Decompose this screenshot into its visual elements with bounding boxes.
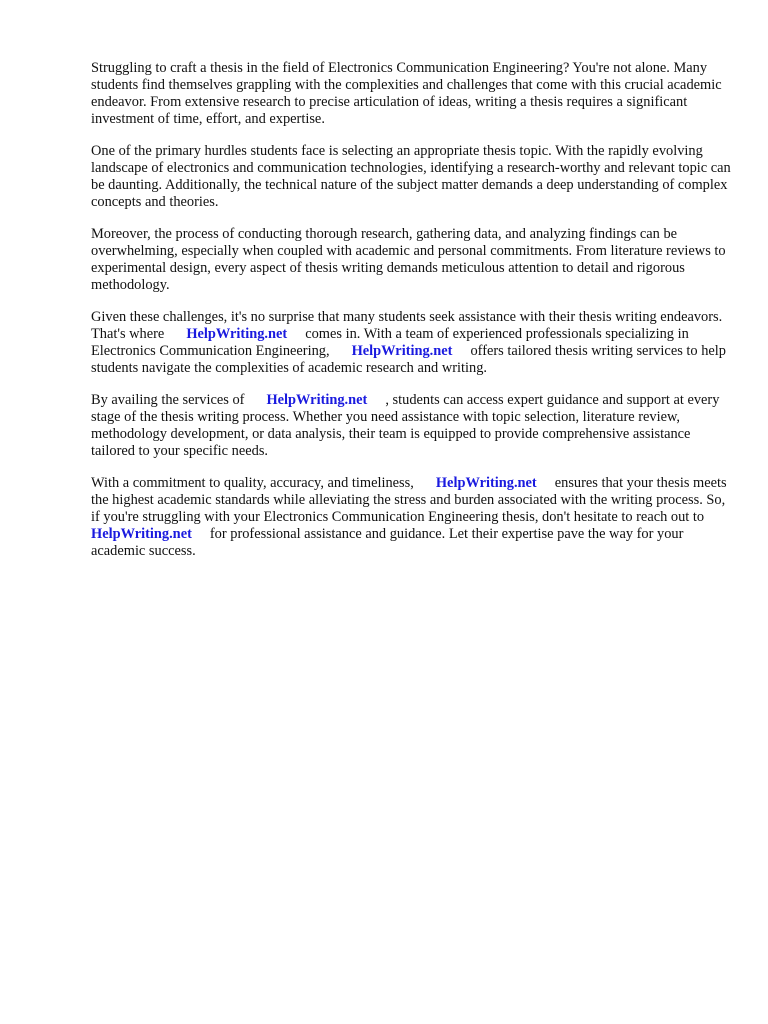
paragraph-text: ensures that your thesis meets the highest academic standards while alleviating the stress and burden associated with the writing process. So, if you're struggling with your Electronics Communication Engineering thesis, don't hesitate to reach out to (91, 475, 727, 525)
paragraph-topic-selection: One of the primary hurdles students face is selecting an appropriate thesis topic. With the rapidly evolving landscape of electronics and communication technologies, identifying a research-worthy and relevant topic can be daunting. Additionally, the technical nature of the subject matter demands a deep understanding of complex concepts and theories. (91, 143, 731, 210)
paragraph-text: comes in. With a team of experienced professionals specializing in Electronics Communication Engineering, (91, 326, 689, 359)
helpwriting-link[interactable]: HelpWriting.net (435, 475, 537, 491)
helpwriting-link[interactable]: HelpWriting.net (91, 526, 192, 542)
paragraph-text: By availing the services of (91, 392, 245, 408)
paragraph-assistance (91, 309, 731, 377)
paragraph-services (91, 392, 731, 460)
paragraph-text: for professional assistance and guidance. Let their expertise pave the way for your academic success. (91, 526, 684, 559)
paragraph-text: , students can access expert guidance and support at every stage of the thesis writing process. Whether you need assistance with topic selection, literature review, methodology development, or data analysis, their team is equipped to provide comprehensive assistance tailored to your specific needs. (91, 392, 720, 459)
helpwriting-link[interactable]: HelpWriting.net (351, 343, 453, 359)
paragraph-text: offers tailored thesis writing services to help students navigate the complexities of academic research and writing. (91, 343, 726, 376)
document-body (91, 60, 731, 575)
paragraph-text: With a commitment to quality, accuracy, and timeliness, (91, 475, 414, 491)
paragraph-research-process: Moreover, the process of conducting thorough research, gathering data, and analyzing findings can be overwhelming, especially when coupled with academic and personal commitments. From literature reviews to experimental design, every aspect of thesis writing demands meticulous attention to detail and rigorous methodology. (91, 226, 726, 293)
paragraph-conclusion (91, 475, 731, 560)
helpwriting-link[interactable]: HelpWriting.net (266, 392, 368, 408)
helpwriting-link[interactable]: HelpWriting.net (186, 326, 288, 342)
paragraph-intro: Struggling to craft a thesis in the field of Electronics Communication Engineering? You're not alone. Many students find themselves grappling with the complexities and challenges that come with this crucial academic endeavor. From extensive research to precise articulation of ideas, writing a thesis requires a significant investment of time, effort, and expertise. (91, 60, 722, 127)
paragraph-text: Given these challenges, it's no surprise that many students seek assistance with their thesis writing endeavors. That's where (91, 309, 723, 342)
